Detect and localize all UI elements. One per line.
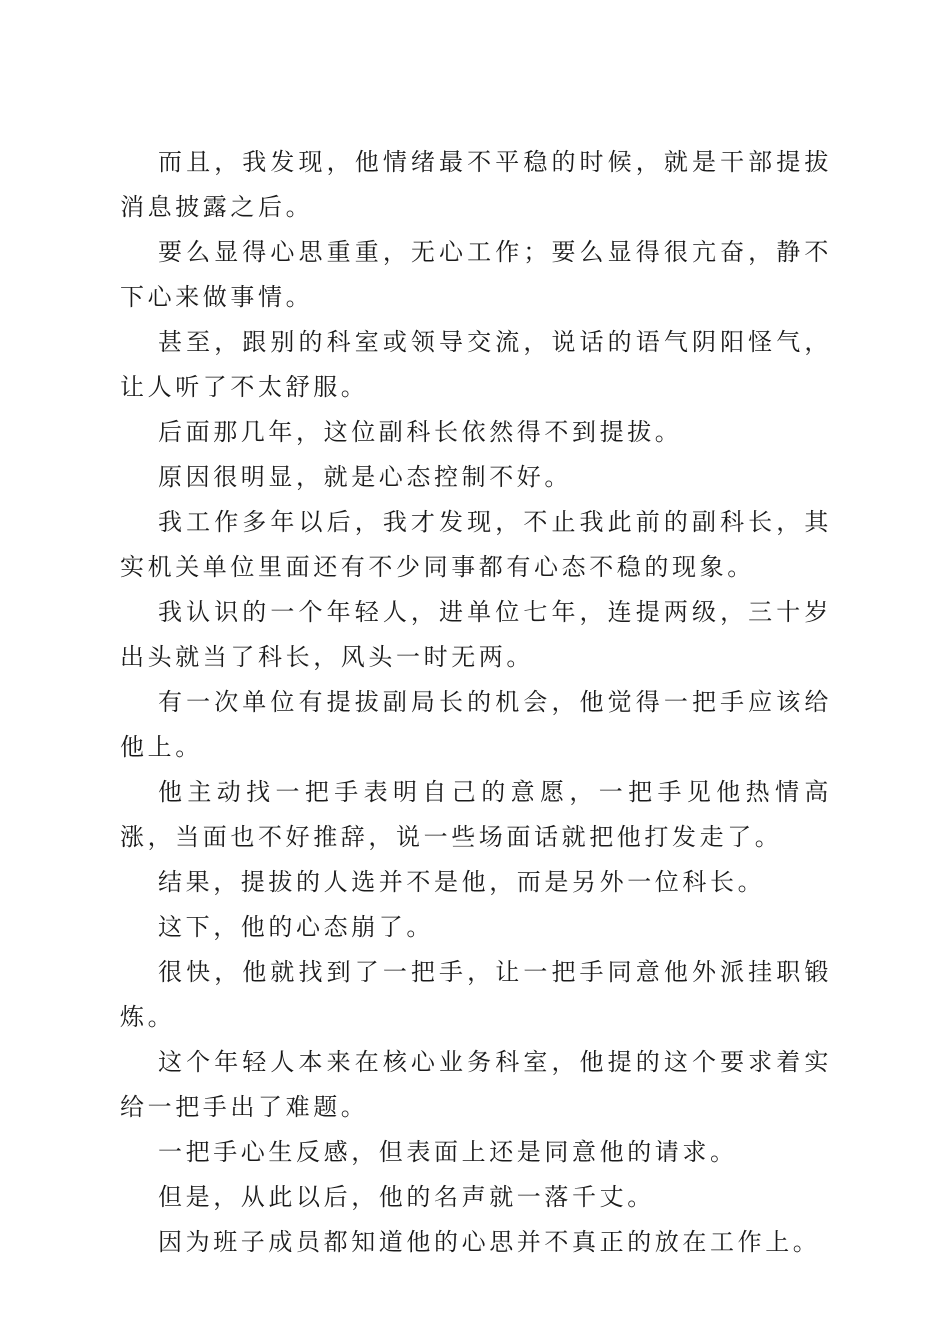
paragraph: 但是，从此以后，他的名声就一落千丈。 (158, 1183, 655, 1211)
paragraph: 结果，提拔的人选并不是他，而是另外一位科长。 (158, 868, 766, 896)
paragraph: 后面那几年，这位副科长依然得不到提拔。 (158, 418, 683, 446)
paragraph: 而且，我发现，他情绪最不平稳的时候，就是干部提拔消息披露之后。 (120, 148, 832, 221)
paragraph: 我工作多年以后，我才发现，不止我此前的副科长，其实机关单位里面还有不少同事都有心态不稳的现象。 (120, 508, 832, 581)
document-body (120, 140, 832, 1265)
paragraph: 一把手心生反感，但表面上还是同意他的请求。 (158, 1138, 738, 1166)
paragraph: 甚至，跟别的科室或领导交流，说话的语气阴阳怪气，让人听了不太舒服。 (120, 328, 832, 401)
paragraph: 原因很明显，就是心态控制不好。 (158, 463, 572, 491)
paragraph: 他主动找一把手表明自己的意愿，一把手见他热情高涨，当面也不好推辞，说一些场面话就把他打发走了。 (120, 778, 832, 851)
paragraph: 我认识的一个年轻人，进单位七年，连提两级，三十岁出头就当了科长，风头一时无两。 (120, 598, 832, 671)
paragraph: 因为班子成员都知道他的心思并不真正的放在工作上。 (158, 1228, 821, 1256)
paragraph: 这个年轻人本来在核心业务科室，他提的这个要求着实给一把手出了难题。 (120, 1048, 832, 1121)
paragraph: 要么显得心思重重，无心工作；要么显得很亢奋，静不下心来做事情。 (120, 238, 832, 311)
paragraph: 这下，他的心态崩了。 (158, 913, 434, 941)
paragraph: 有一次单位有提拔副局长的机会，他觉得一把手应该给他上。 (120, 688, 832, 761)
paragraph: 很快，他就找到了一把手，让一把手同意他外派挂职锻炼。 (120, 958, 832, 1031)
